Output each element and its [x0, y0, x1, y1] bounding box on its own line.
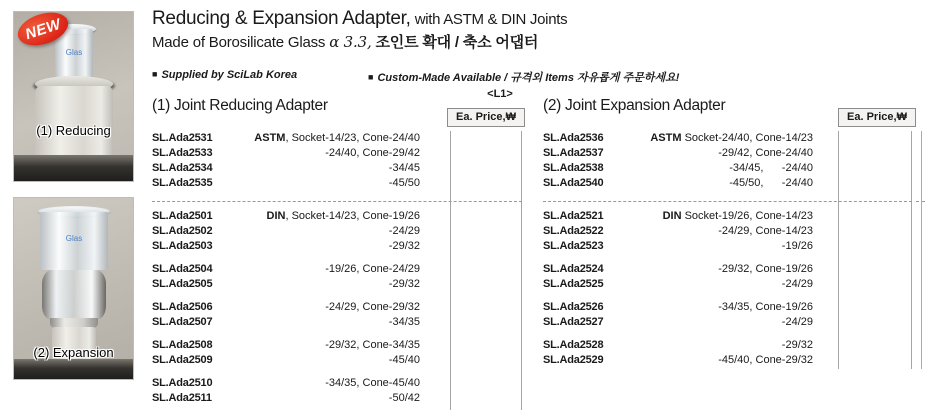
part-number: SL.Ada2509 [152, 354, 213, 366]
joint-spec: DIN, Socket-14/23, Cone-19/26 [266, 210, 420, 222]
joint-spec: -24/29, Cone-14/23 [718, 225, 813, 237]
din-rows [543, 209, 813, 368]
price-column [450, 131, 522, 410]
table-row [152, 300, 420, 315]
row-group [152, 262, 420, 292]
part-number: SL.Ada2527 [543, 316, 604, 328]
table-row [543, 338, 813, 353]
table-row [543, 262, 813, 277]
dashed-separator [543, 201, 912, 202]
joint-spec: -19/26, Cone-24/29 [325, 263, 420, 275]
table-reflection [14, 155, 133, 181]
table-row [152, 315, 420, 330]
joint-spec: -29/42, Cone-24/40 [718, 147, 813, 159]
part-number: SL.Ada2537 [543, 147, 604, 159]
joint-spec: -45/50, -24/40 [729, 177, 813, 189]
part-number: SL.Ada2507 [152, 316, 213, 328]
joint-spec: -34/35, Cone-45/40 [325, 377, 420, 389]
reducing-adapter-table [152, 0, 525, 420]
joint-spec: -24/29, Cone-29/32 [325, 301, 420, 313]
table-row [152, 353, 420, 368]
joint-spec: ASTM Socket-24/40, Cone-14/23 [650, 132, 813, 144]
part-number: SL.Ada2504 [152, 263, 213, 275]
table-row [543, 176, 813, 191]
row-group [543, 131, 813, 191]
joint-spec: ASTM, Socket-14/23, Cone-24/40 [254, 132, 420, 144]
part-number: SL.Ada2501 [152, 210, 213, 222]
part-number: SL.Ada2524 [543, 263, 604, 275]
joint-spec: -24/29 [388, 225, 420, 237]
table-row [543, 300, 813, 315]
custom-made-note: ■ Custom-Made Available / 규격외 Items 자유롭게 주문하세요! [368, 72, 680, 84]
joint-spec: -24/29 [781, 316, 813, 328]
table-row [152, 131, 420, 146]
astm-rows [152, 131, 420, 191]
row-group [152, 338, 420, 368]
table-row [152, 224, 420, 239]
glass-bulge [42, 270, 106, 320]
dashed-separator [152, 201, 522, 202]
joint-spec: -45/40, Cone-29/32 [718, 354, 813, 366]
joint-spec: -29/32, Cone-34/35 [325, 339, 420, 351]
joint-spec: -45/50 [388, 177, 420, 189]
maker-logo: Glas [65, 234, 83, 243]
row-group [152, 131, 420, 191]
table-row [152, 209, 420, 224]
part-number: SL.Ada2534 [152, 162, 213, 174]
row-group [543, 338, 813, 368]
product-photo-reducing [13, 11, 134, 182]
table-row [152, 176, 420, 191]
bullet-icon: ■ [368, 72, 374, 82]
joint-spec: -24/40, Cone-29/42 [325, 147, 420, 159]
part-number: SL.Ada2526 [543, 301, 604, 313]
supplier-note: ■ Supplied by SciLab Korea [152, 69, 298, 81]
table-row [543, 161, 813, 176]
page-title-sub: with ASTM & DIN Joints [414, 11, 568, 28]
part-number: SL.Ada2508 [152, 339, 213, 351]
table-row [543, 239, 813, 254]
joint-spec: -24/29 [781, 278, 813, 290]
table-row [152, 376, 420, 391]
row-group [152, 376, 420, 406]
part-number: SL.Ada2531 [152, 132, 213, 144]
table-row [152, 391, 420, 406]
table-row [152, 146, 420, 161]
table-title: (2) Joint Expansion Adapter [543, 97, 726, 114]
part-number: SL.Ada2525 [543, 278, 604, 290]
table-row [543, 315, 813, 330]
row-group [152, 300, 420, 330]
photo-label-reducing: (1) Reducing [36, 123, 111, 138]
astm-rows [543, 131, 813, 191]
new-badge: NEW [14, 11, 73, 51]
part-number: SL.Ada2510 [152, 377, 213, 389]
joint-spec: -34/35 [388, 316, 420, 328]
row-group [543, 262, 813, 292]
table-row [152, 277, 420, 292]
alpha-spec: α 3.3, [329, 33, 372, 51]
table-row [543, 224, 813, 239]
joint-spec: -34/45 [388, 162, 420, 174]
part-number: SL.Ada2529 [543, 354, 604, 366]
part-number: SL.Ada2511 [152, 392, 212, 404]
joint-spec: -29/32 [388, 240, 420, 252]
photo-label-expansion: (2) Expansion [33, 345, 114, 360]
part-number: SL.Ada2538 [543, 162, 604, 174]
table-row [543, 277, 813, 292]
price-column [838, 131, 912, 369]
page-edge-line [921, 131, 922, 369]
row-group [543, 209, 813, 254]
page-title-main: Reducing & Expansion Adapter, [152, 8, 411, 29]
din-rows [152, 209, 420, 406]
table-row [543, 146, 813, 161]
joint-spec: DIN Socket-19/26, Cone-14/23 [662, 210, 813, 222]
bullet-icon: ■ [152, 69, 158, 79]
expansion-adapter-table [543, 0, 925, 420]
table-row [543, 131, 813, 146]
joint-spec: -34/35, Cone-19/26 [718, 301, 813, 313]
table-reflection [14, 359, 133, 379]
row-group [152, 209, 420, 254]
maker-logo: Glas [65, 48, 83, 57]
table-row [152, 161, 420, 176]
price-column-header: Ea. Price,₩ [838, 108, 916, 127]
joint-spec: -45/40 [388, 354, 420, 366]
table-row [152, 262, 420, 277]
part-number: SL.Ada2533 [152, 147, 213, 159]
part-number: SL.Ada2535 [152, 177, 213, 189]
joint-spec: -29/32 [781, 339, 813, 351]
table-row [543, 353, 813, 368]
table-row [152, 239, 420, 254]
row-group [543, 300, 813, 330]
part-number: SL.Ada2522 [543, 225, 604, 237]
part-number: SL.Ada2521 [543, 210, 604, 222]
part-number: SL.Ada2540 [543, 177, 604, 189]
table-row [152, 338, 420, 353]
korean-description: 조인트 확대 / 축소 어댑터 [375, 34, 539, 51]
part-number: SL.Ada2505 [152, 278, 213, 290]
part-number: SL.Ada2528 [543, 339, 604, 351]
joint-spec: -50/42 [388, 392, 420, 404]
price-column-header: Ea. Price,₩ [447, 108, 525, 127]
part-number: SL.Ada2503 [152, 240, 213, 252]
joint-spec: -34/45, -24/40 [729, 162, 813, 174]
joint-spec: -29/32 [388, 278, 420, 290]
table-title: (1) Joint Reducing Adapter [152, 97, 328, 114]
joint-spec: -19/26 [781, 240, 813, 252]
table-row [543, 209, 813, 224]
length-column-label: <L1> [487, 88, 513, 100]
part-number: SL.Ada2506 [152, 301, 213, 313]
part-number: SL.Ada2523 [543, 240, 604, 252]
product-photo-expansion [13, 197, 134, 380]
joint-spec: -29/32, Cone-19/26 [718, 263, 813, 275]
part-number: SL.Ada2502 [152, 225, 213, 237]
part-number: SL.Ada2536 [543, 132, 604, 144]
material-text: Made of Borosilicate Glass [152, 34, 326, 51]
